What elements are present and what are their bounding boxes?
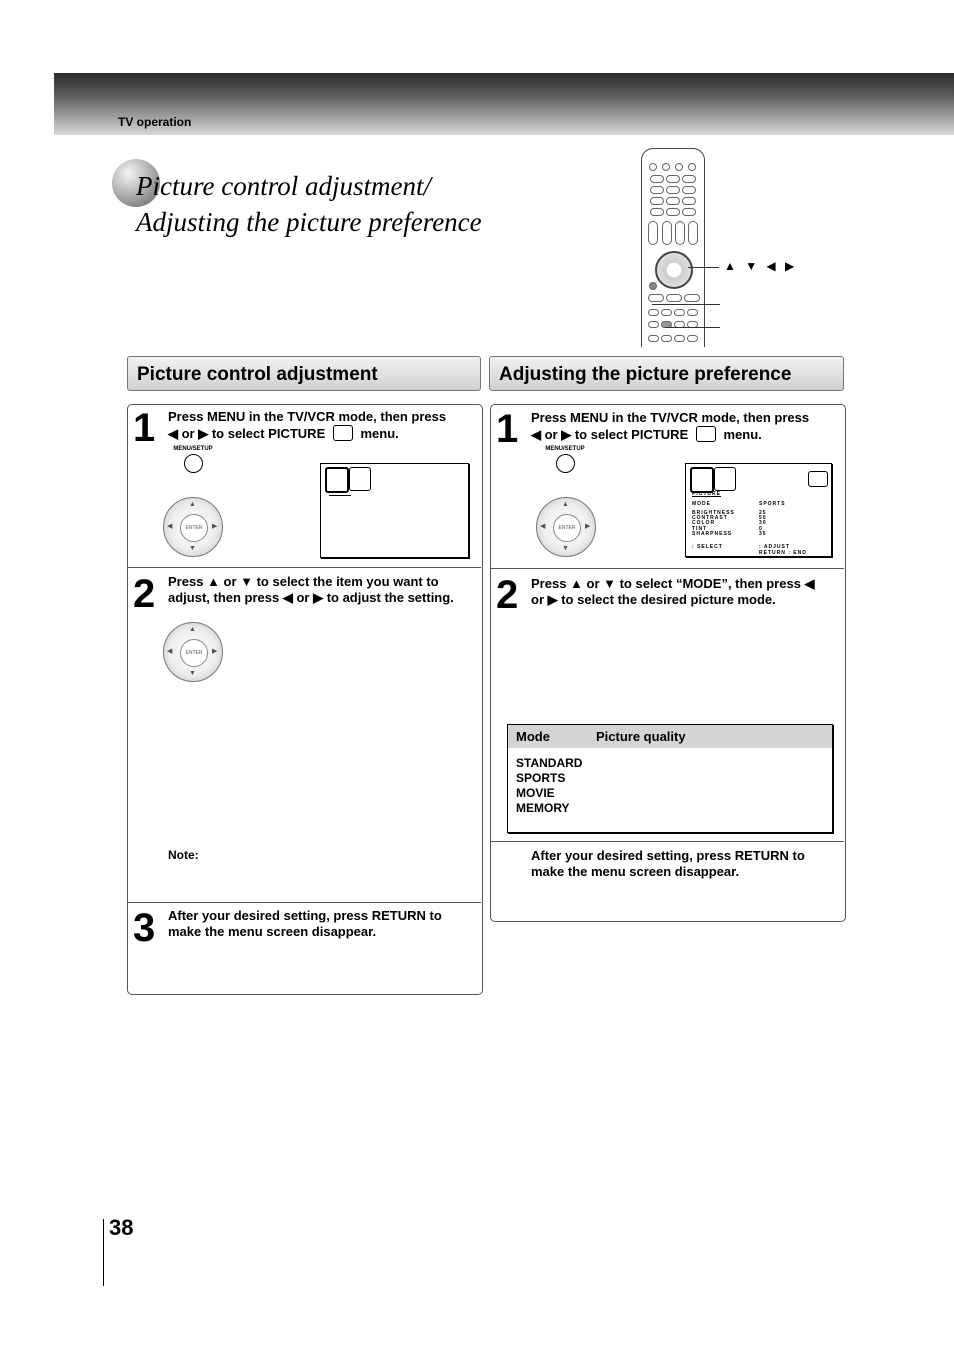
remote-small-button xyxy=(675,163,683,171)
remote-button xyxy=(650,186,664,194)
remote-small-button xyxy=(662,163,670,171)
right-step3-line2: make the menu screen disappear. xyxy=(531,864,740,879)
left-step3-line1: After your desired setting, press RETURN to xyxy=(168,908,442,923)
remote-button xyxy=(666,208,680,216)
remote-button xyxy=(687,335,698,342)
osd-row-value: 25 xyxy=(759,510,767,516)
left-osd-menu-screen xyxy=(320,463,469,558)
remote-button xyxy=(648,309,659,316)
right-step2-number: 2 xyxy=(496,573,519,617)
remote-button xyxy=(650,197,664,205)
menu-setup-label: MENU/SETUP xyxy=(173,446,213,452)
audio-menu-icon xyxy=(714,467,736,491)
mode-item: MEMORY xyxy=(516,801,570,815)
left-step2-line1: Press ▲ or ▼ to select the item you want to xyxy=(168,574,439,589)
callout-line-return xyxy=(665,327,720,328)
remote-button xyxy=(687,309,698,316)
menu-button-circle-icon xyxy=(556,454,575,473)
remote-button xyxy=(666,175,680,183)
setup-tools-icon xyxy=(762,467,782,489)
remote-button xyxy=(661,335,672,342)
enter-label: ENTER xyxy=(180,514,208,542)
osd-row-value: 35 xyxy=(759,530,767,537)
mode-item: MOVIE xyxy=(516,786,555,800)
remote-control-illustration xyxy=(641,148,705,347)
right-step2-text xyxy=(531,576,841,608)
right-step1-number: 1 xyxy=(496,407,519,451)
remote-button xyxy=(666,197,680,205)
page-title xyxy=(136,168,482,240)
section-tag: TV operation xyxy=(118,115,192,129)
lock-icon xyxy=(421,467,441,489)
remote-button xyxy=(682,186,696,194)
enter-dpad-icon: ▲ ▼ ◀ ▶ ENTER xyxy=(163,622,223,682)
left-step1-number: 1 xyxy=(133,406,156,450)
lock-icon xyxy=(786,467,806,489)
right-step1-text xyxy=(531,410,841,443)
right-step1-line2: ◀ or ▶ to select PICTURE xyxy=(531,427,689,442)
remote-button xyxy=(650,208,664,216)
right-step-divider xyxy=(491,841,844,842)
left-step1-line1: Press MENU in the TV/VCR mode, then press xyxy=(168,409,447,424)
remote-button xyxy=(674,335,685,342)
audio-menu-icon xyxy=(349,467,371,491)
remote-menu-button xyxy=(649,282,657,290)
remote-button xyxy=(661,309,672,316)
osd-row-label: MODE xyxy=(692,501,711,507)
osd-footer-select: : SELECT xyxy=(692,544,723,550)
osd-row-value: SPORTS xyxy=(759,501,786,507)
remote-button xyxy=(682,197,696,205)
left-section-heading: Picture control adjustment xyxy=(127,356,481,391)
picture-mode-table xyxy=(507,724,833,833)
arrow-buttons-label: ▲ ▼ ◀ ▶ xyxy=(724,259,798,273)
setup-tools-icon xyxy=(397,467,417,489)
callout-line-arrows xyxy=(688,267,719,268)
left-step3-number: 3 xyxy=(133,906,156,950)
timer-menu-icon xyxy=(373,467,393,489)
picture-menu-icon xyxy=(325,467,349,493)
remote-button xyxy=(674,309,685,316)
right-step-divider xyxy=(491,568,844,569)
enter-label: ENTER xyxy=(180,639,208,667)
remote-button xyxy=(675,221,685,245)
left-step2-number: 2 xyxy=(133,572,156,616)
remote-button xyxy=(684,294,700,302)
right-osd-menu-screen xyxy=(685,463,832,557)
page-title-line2: Adjusting the picture preference xyxy=(136,207,482,237)
osd-footer-return: RETURN : END xyxy=(759,550,807,556)
remote-button xyxy=(648,294,664,302)
left-step1-line2: ◀ or ▶ to select PICTURE xyxy=(168,426,326,441)
remote-small-button xyxy=(688,163,696,171)
right-step1-menu-word: menu. xyxy=(723,427,762,442)
left-step2-line2: adjust, then press ◀ or ▶ to adjust the setting. xyxy=(168,590,454,605)
picture-menu-icon xyxy=(696,426,716,442)
right-section-heading: Adjusting the picture preference xyxy=(489,356,844,391)
enter-label: ENTER xyxy=(553,514,581,542)
menu-button-circle-icon xyxy=(184,454,203,473)
callout-line-menu xyxy=(652,304,720,305)
left-step2-text xyxy=(168,574,480,606)
enter-dpad-icon: ▲ ▼ ◀ ▶ ENTER xyxy=(536,497,596,557)
osd-row-label: COLOR xyxy=(692,520,716,527)
osd-row-label: SHARPNESS xyxy=(692,530,733,537)
mode-table-header xyxy=(508,725,832,748)
right-step3-text xyxy=(531,848,841,880)
remote-button xyxy=(682,175,696,183)
right-step1-line1: Press MENU in the TV/VCR mode, then press xyxy=(531,410,810,425)
left-step3-text xyxy=(168,908,478,940)
remote-channel-button xyxy=(662,221,672,245)
remote-button xyxy=(666,186,680,194)
osd-row-label: TINT xyxy=(692,525,708,532)
remote-dpad-icon xyxy=(655,251,693,289)
remote-button xyxy=(650,175,664,183)
remote-button xyxy=(666,294,682,302)
right-step2-line2: or ▶ to select the desired picture mode. xyxy=(531,592,776,607)
osd-row-label: CONTRAST xyxy=(692,515,728,522)
osd-row-value: 30 xyxy=(759,520,767,527)
left-step1-menu-word: menu. xyxy=(360,426,399,441)
vcr-tape-icon xyxy=(808,471,828,487)
osd-row-value: 0 xyxy=(759,525,763,532)
picture-menu-icon xyxy=(333,425,353,441)
page-title-line1: Picture control adjustment/ xyxy=(136,171,431,201)
menu-setup-button-illustration xyxy=(163,446,223,473)
right-step3-line1: After your desired setting, press RETURN to xyxy=(531,848,805,863)
osd-row-value: 50 xyxy=(759,515,767,522)
remote-small-button xyxy=(649,163,657,171)
osd-title: PICTURE xyxy=(692,491,721,497)
remote-button xyxy=(648,335,659,342)
remote-button xyxy=(682,208,696,216)
osd-footer-adjust: : ADJUST xyxy=(759,544,790,550)
left-step-divider xyxy=(128,567,481,568)
osd-underline xyxy=(329,495,351,496)
left-step3-line2: make the menu screen disappear. xyxy=(168,924,377,939)
mode-item: SPORTS xyxy=(516,771,566,785)
picture-quality-column-header: Picture quality xyxy=(596,729,686,744)
remote-button xyxy=(688,221,698,245)
left-step-divider xyxy=(128,902,481,903)
picture-menu-icon xyxy=(690,467,714,493)
timer-menu-icon xyxy=(738,467,758,489)
right-step2-line1: Press ▲ or ▼ to select “MODE”, then press ◀ xyxy=(531,576,815,591)
osd-row-label: BRIGHTNESS xyxy=(692,510,735,516)
mode-item: STANDARD xyxy=(516,756,583,770)
page-number-rule xyxy=(103,1219,104,1286)
left-step1-text xyxy=(168,409,478,442)
remote-button xyxy=(648,321,659,328)
menu-setup-label: MENU/SETUP xyxy=(545,446,585,452)
mode-column-header: Mode xyxy=(516,729,550,744)
remote-volume-button xyxy=(648,221,658,245)
mode-list xyxy=(516,756,582,816)
page-number: 38 xyxy=(109,1215,134,1240)
menu-setup-button-illustration xyxy=(535,446,595,473)
note-label: Note: xyxy=(168,848,199,862)
enter-dpad-icon: ▲ ▼ ◀ ▶ ENTER xyxy=(163,497,223,557)
